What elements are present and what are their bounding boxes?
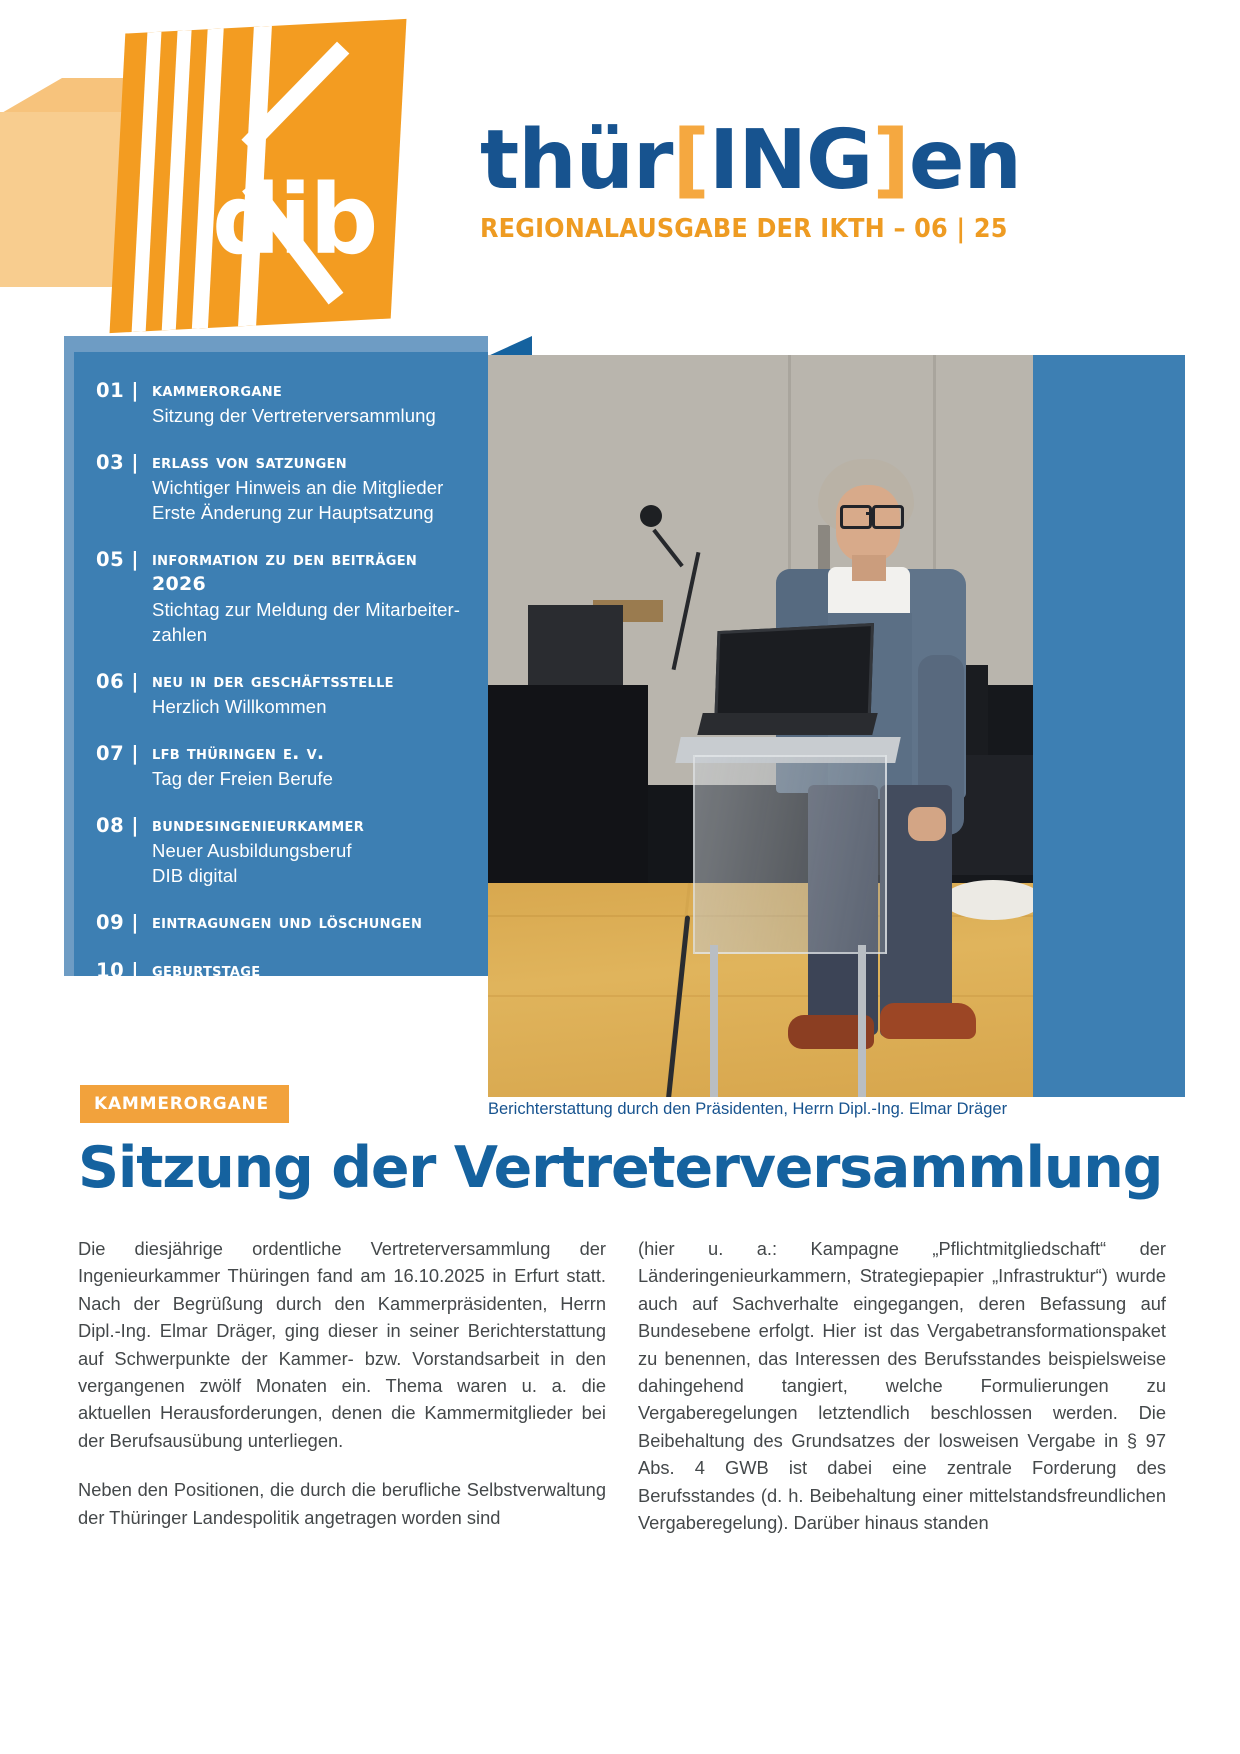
toc-item-number: 05 | bbox=[96, 548, 140, 571]
brand-title bbox=[480, 113, 1220, 208]
toc-item[interactable] bbox=[96, 378, 472, 428]
toc-item[interactable] bbox=[96, 450, 472, 525]
toc-item-number: 03 | bbox=[96, 451, 140, 474]
toc-item-body bbox=[152, 547, 472, 647]
brand-bracket-close-icon: ] bbox=[872, 113, 909, 208]
toc-item-body bbox=[152, 450, 472, 525]
toc-item-subtitle: Stichtag zur Meldung der Mitarbeiter- bbox=[152, 599, 461, 620]
ikth-logo bbox=[0, 78, 470, 308]
article-paragraph: Neben den Positionen, die durch die berufliche Selbstverwaltung der Thüringer Landespolitik angetragen worden sind bbox=[78, 1479, 606, 1528]
toc-item-heading: eintragungen und löschungen bbox=[152, 911, 423, 933]
toc-item[interactable] bbox=[96, 910, 472, 936]
logo-wordmark: dib bbox=[212, 164, 377, 276]
toc-item-subtitle: zahlen bbox=[152, 624, 208, 645]
table-of-contents bbox=[64, 336, 488, 1030]
article-headline: Sitzung der Vertreterversammlung bbox=[78, 1135, 1163, 1201]
toc-item-subtitle: Neuer Ausbildungsberuf bbox=[152, 840, 352, 861]
photo-right-blue-band bbox=[1033, 355, 1185, 1097]
toc-item-body bbox=[152, 813, 472, 888]
toc-item-number: 11 | bbox=[96, 1007, 140, 1030]
toc-item-body bbox=[152, 958, 472, 984]
toc-item-heading: erlass von satzungen bbox=[152, 451, 347, 473]
toc-item-heading: kammerorgane bbox=[152, 379, 283, 401]
masthead bbox=[0, 0, 1240, 330]
toc-item-subtitle: Sitzung der Vertreterversammlung bbox=[152, 405, 436, 426]
toc-item[interactable] bbox=[96, 669, 472, 719]
article-paragraph: Die diesjährige ordentliche Vertreterversammlung der Ingenieurkammer Thüringen fand am 16.10.2025 in Erfurt statt. Nach der Begrüßung durch den Kammerpräsidenten, Herrn Dipl.-Ing. Elmar Dräger, ging dieser in seiner Berichterstattung auf Schwerpunkte der Kammer- bzw. Vorstandsarbeit in den vergangenen zwölf Monaten ein. Thema waren u. a. die aktuellen Herausforderungen, denen die Kammermitglieder bei der Berufsausübung unterliegen. bbox=[78, 1238, 606, 1451]
toc-item-body bbox=[152, 741, 472, 791]
toc-item-number: 07 | bbox=[96, 742, 140, 765]
toc-item-subtitle: Tag der Freien Berufe bbox=[152, 768, 334, 789]
section-badge: KAMMERORGANE bbox=[80, 1085, 289, 1123]
photo-corner-notch bbox=[488, 336, 532, 356]
brand-ing: ING bbox=[708, 113, 873, 208]
toc-item-body bbox=[152, 378, 472, 428]
article-paragraph: (hier u. a.: Kampagne „Pflichtmitgliedschaft“ der Länderingenieurkammern, Strategiepapier „Infrastruktur“) wurde auch auf Sachverhalte eingegangen, deren Befassung auf Bundesebene erfolgt. Hier ist das Vergabetransformationspaket zu benennen, das Interessen des Berufsstandes beispielsweise dahingehend tangiert, welche Formulierungen zu Vergaberegelungen letztendlich beschlossen werden. Die Beibehaltung des Grundsatzes der losweisen Vergabe in § 97 Abs. 4 GWB ist dabei eine zentrale Forderung des Berufsstandes (d. h. Beibehaltung einer mittelstandsfreundlichen Vergaberegelung). Darüber hinaus standen bbox=[638, 1238, 1166, 1534]
toc-item-number: 08 | bbox=[96, 814, 140, 837]
brand-suffix: en bbox=[908, 113, 1021, 208]
photo-caption: Berichterstattung durch den Präsidenten, Herrn Dipl.-Ing. Elmar Dräger bbox=[488, 1100, 1008, 1118]
toc-top-accent bbox=[64, 336, 488, 352]
brand-block bbox=[480, 113, 1220, 244]
toc-item-body bbox=[152, 1006, 472, 1032]
article-column-right bbox=[638, 1235, 1166, 1536]
toc-item[interactable] bbox=[96, 958, 472, 984]
toc-item-body bbox=[152, 669, 472, 719]
article-columns bbox=[78, 1235, 1166, 1536]
toc-item-subtitle: Wichtiger Hinweis an die Mitglieder bbox=[152, 477, 444, 498]
toc-item-subtitle: Herzlich Willkommen bbox=[152, 696, 327, 717]
toc-item[interactable] bbox=[96, 1006, 472, 1032]
toc-item-heading: geburtstage bbox=[152, 959, 261, 981]
toc-item-heading: information zu den beiträgen 2026 bbox=[152, 548, 418, 595]
toc-item-number: 09 | bbox=[96, 911, 140, 934]
toc-item-subtitle: DIB digital bbox=[152, 865, 238, 886]
toc-item-heading: bundesingenieurkammer bbox=[152, 814, 365, 836]
toc-item[interactable] bbox=[96, 741, 472, 791]
toc-item[interactable] bbox=[96, 547, 472, 647]
article-column-left bbox=[78, 1235, 606, 1536]
toc-item-body bbox=[152, 910, 472, 936]
toc-item-number: 01 | bbox=[96, 379, 140, 402]
brand-bracket-open-icon: [ bbox=[672, 113, 709, 208]
toc-left-accent bbox=[64, 352, 74, 976]
toc-item-heading: lfb thüringen e. v. bbox=[152, 742, 325, 764]
toc-item-subtitle: Erste Änderung zur Hauptsatzung bbox=[152, 502, 434, 523]
lecture-photo bbox=[488, 355, 1033, 1097]
edition-subtitle: REGIONALAUSGABE DER IKTH – 06 | 25 bbox=[480, 214, 1008, 244]
toc-panel bbox=[74, 352, 488, 1030]
brand-prefix: thür bbox=[480, 113, 673, 208]
toc-item-heading: weiterbildungen bbox=[152, 1007, 299, 1029]
toc-item-number: 10 | bbox=[96, 959, 140, 982]
toc-item[interactable] bbox=[96, 813, 472, 888]
toc-item-number: 06 | bbox=[96, 670, 140, 693]
toc-item-heading: neu in der geschäftsstelle bbox=[152, 670, 394, 692]
